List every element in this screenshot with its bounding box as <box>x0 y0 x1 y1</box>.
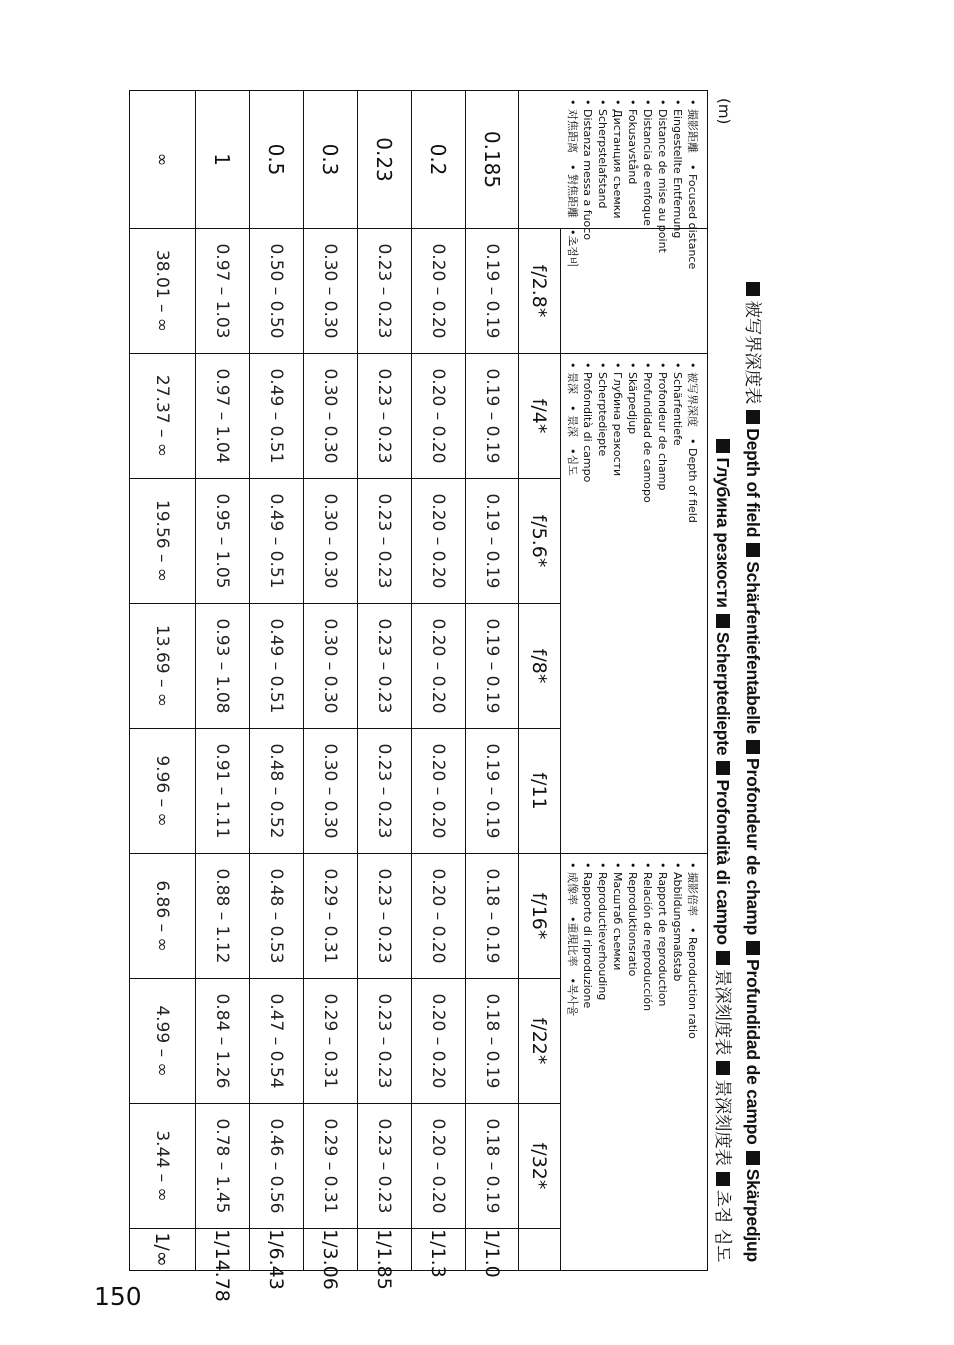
title-text: Depth of field <box>743 428 763 538</box>
table-row <box>130 91 196 1271</box>
title-item <box>743 740 763 935</box>
depth-of-field-cell: 0.23 – 0.23 <box>358 1104 412 1229</box>
title-item <box>713 1061 733 1166</box>
depth-of-field-cell: 0.20 – 0.20 <box>412 229 466 354</box>
depth-of-field-cell: 0.20 – 0.20 <box>412 604 466 729</box>
square-bullet-icon <box>716 614 730 628</box>
legend-line: • Profondeur de champ <box>656 362 669 491</box>
depth-of-field-cell: 0.97 – 1.03 <box>196 229 250 354</box>
aperture-header: f/2.8* <box>519 229 561 354</box>
title-line-2 <box>711 433 736 1262</box>
depth-of-field-cell: 0.20 – 0.20 <box>412 479 466 604</box>
title-text: Scherptediepte <box>713 631 733 756</box>
depth-of-field-cell: 0.18 – 0.19 <box>466 1104 519 1229</box>
aperture-header: f/4* <box>519 354 561 479</box>
depth-of-field-cell: 0.18 – 0.19 <box>466 854 519 979</box>
depth-of-field-cell: 0.78 – 1.45 <box>196 1104 250 1229</box>
depth-of-field-cell: 3.44 – ∞ <box>130 1104 196 1229</box>
depth-of-field-cell: 27.37 – ∞ <box>130 354 196 479</box>
title-text: Skärpedjup <box>743 1168 763 1262</box>
depth-of-field-cell: 0.88 – 1.12 <box>196 854 250 979</box>
square-bullet-icon <box>716 1172 730 1186</box>
legend-line: • 成像率 •重現比率 •복사율 <box>566 862 579 1016</box>
title-text: 景深刻度表 <box>712 1079 732 1166</box>
depth-of-field-cell: 0.20 – 0.20 <box>412 1104 466 1229</box>
legend-line: • Relación de reproducción <box>641 862 654 1012</box>
square-bullet-icon <box>716 439 730 453</box>
depth-of-field-cell: 0.23 – 0.23 <box>358 729 412 854</box>
legend-line: • 被写界深度 • Depth of field <box>686 362 699 523</box>
title-item <box>713 951 733 1056</box>
title-text: 被写界深度表 <box>742 300 762 405</box>
depth-of-field-cell: 0.23 – 0.23 <box>358 229 412 354</box>
title-text: Schärfentiefentabelle <box>743 561 763 735</box>
reproduction-ratio-cell: 1/6.43 <box>250 1229 304 1271</box>
depth-of-field-cell: 19.56 – ∞ <box>130 479 196 604</box>
reproduction-ratio-cell: 1/∞ <box>130 1229 196 1271</box>
legend-line: • Scherptediepte <box>596 362 609 457</box>
depth-of-field-cell: 0.23 – 0.23 <box>358 479 412 604</box>
title-text: Profundidad de campo <box>743 959 763 1145</box>
title-text: 景深刻度表 <box>712 968 732 1056</box>
legend-line: • Fokusavstånd <box>626 99 639 185</box>
title-item <box>743 941 763 1145</box>
title-item <box>743 1151 763 1262</box>
title-item <box>713 439 733 607</box>
depth-of-field-cell: 0.84 – 1.26 <box>196 979 250 1104</box>
reproduction-ratio-legend <box>561 854 708 1271</box>
focused-distance-cell: 0.3 <box>304 91 358 229</box>
title-text: Глубина резкости <box>713 457 733 608</box>
aperture-header: f/5.6* <box>519 479 561 604</box>
title-item <box>713 614 733 756</box>
legend-line: • Profundidad de camopo <box>641 362 654 503</box>
title-text: Profondeur de champ <box>743 758 763 936</box>
square-bullet-icon <box>746 282 760 296</box>
legend-line: • Глубина резкости <box>611 362 624 477</box>
table-row <box>196 91 250 1271</box>
depth-of-field-cell: 13.69 – ∞ <box>130 604 196 729</box>
depth-of-field-legend <box>561 354 708 854</box>
depth-of-field-table <box>129 90 708 1302</box>
depth-of-field-cell: 0.49 – 0.51 <box>250 604 304 729</box>
title-block <box>710 90 845 1270</box>
depth-of-field-cell: 0.48 – 0.52 <box>250 729 304 854</box>
depth-of-field-cell: 0.49 – 0.51 <box>250 354 304 479</box>
depth-of-field-cell: 0.50 – 0.50 <box>250 229 304 354</box>
depth-of-field-cell: 0.19 – 0.19 <box>466 354 519 479</box>
legend-line: • Масштаб съемки <box>611 862 624 971</box>
depth-of-field-cell: 0.95 – 1.05 <box>196 479 250 604</box>
depth-of-field-cell: 4.99 – ∞ <box>130 979 196 1104</box>
title-item <box>743 282 763 404</box>
square-bullet-icon <box>716 761 730 775</box>
square-bullet-icon <box>746 941 760 955</box>
depth-of-field-cell: 0.23 – 0.23 <box>358 979 412 1104</box>
legend-line: • Eingestellte Entfernung <box>671 99 684 239</box>
depth-of-field-cell: 0.48 – 0.53 <box>250 854 304 979</box>
blank-header-cell <box>519 1229 561 1271</box>
focused-distance-cell: 0.2 <box>412 91 466 229</box>
depth-of-field-cell: 0.20 – 0.20 <box>412 729 466 854</box>
depth-of-field-cell: 0.91 – 1.11 <box>196 729 250 854</box>
title-item <box>743 410 763 537</box>
legend-line: • 撮影距離 • Focused distance <box>686 99 699 270</box>
unit-label: (m) <box>715 98 733 125</box>
legend-line: • Rapporto di riproduzione <box>581 862 594 1009</box>
focused-distance-cell: 0.23 <box>358 91 412 229</box>
depth-of-field-cell: 0.29 – 0.31 <box>304 979 358 1104</box>
depth-of-field-cell: 0.20 – 0.20 <box>412 979 466 1104</box>
legend-line: • Scherpstelafstand <box>596 99 609 209</box>
reproduction-ratio-cell: 1/1.3 <box>412 1229 466 1271</box>
title-item <box>713 761 733 944</box>
depth-of-field-cell: 0.29 – 0.31 <box>304 854 358 979</box>
focused-distance-cell: ∞ <box>130 91 196 229</box>
focused-distance-cell: 1 <box>196 91 250 229</box>
depth-of-field-cell: 0.30 – 0.30 <box>304 729 358 854</box>
depth-of-field-cell: 0.19 – 0.19 <box>466 729 519 854</box>
square-bullet-icon <box>716 1061 730 1075</box>
aperture-header: f/22* <box>519 979 561 1104</box>
title-item <box>743 543 763 734</box>
focused-distance-cell: 0.185 <box>466 91 519 229</box>
legend-line: • 景深 • 景深 •심도 <box>566 362 579 476</box>
title-text: Profondità di campo <box>713 779 733 945</box>
depth-of-field-cell: 0.23 – 0.23 <box>358 604 412 729</box>
depth-of-field-cell: 9.96 – ∞ <box>130 729 196 854</box>
legend-line: • Reproduktionsratio <box>626 862 639 977</box>
legend-line: • Reproductieverhouding <box>596 862 609 1001</box>
depth-of-field-cell: 0.19 – 0.19 <box>466 229 519 354</box>
focused-distance-cell: 0.5 <box>250 91 304 229</box>
title-item <box>713 1172 733 1262</box>
legend-line: • Skärpedjup <box>626 362 639 435</box>
square-bullet-icon <box>746 410 760 424</box>
depth-of-field-cell: 0.19 – 0.19 <box>466 479 519 604</box>
legend-line: • Profondità di campo <box>581 362 594 483</box>
legend-line: • Rapport de reproduction <box>656 862 669 1007</box>
reproduction-ratio-cell: 1/1.85 <box>358 1229 412 1271</box>
aperture-header: f/8* <box>519 604 561 729</box>
depth-of-field-cell: 0.20 – 0.20 <box>412 354 466 479</box>
legend-line: • Distanza messa a fuoco <box>581 99 594 241</box>
depth-of-field-cell: 0.18 – 0.19 <box>466 979 519 1104</box>
depth-of-field-cell: 0.47 – 0.54 <box>250 979 304 1104</box>
depth-of-field-cell: 0.20 – 0.20 <box>412 854 466 979</box>
depth-of-field-cell: 0.49 – 0.51 <box>250 479 304 604</box>
legend-line: • Schärfentiefe <box>671 362 684 446</box>
depth-of-field-cell: 0.19 – 0.19 <box>466 604 519 729</box>
reproduction-ratio-cell: 1/3.06 <box>304 1229 358 1271</box>
reproduction-ratio-cell: 1/1.0 <box>466 1229 519 1271</box>
legend-line: • 撮影倍率 • Reproduction ratio <box>686 862 699 1039</box>
depth-of-field-sheet <box>145 90 845 1302</box>
aperture-header: f/16* <box>519 854 561 979</box>
legend-line: • 对焦距离 • 對焦距離 •초점비 <box>566 99 579 268</box>
depth-of-field-cell: 0.29 – 0.31 <box>304 1104 358 1229</box>
legend-line: • Distancia de enfoque <box>641 99 654 226</box>
depth-of-field-cell: 0.23 – 0.23 <box>358 854 412 979</box>
legend-line: • Abbildungsmaßstab <box>671 862 684 982</box>
aperture-header: f/32* <box>519 1104 561 1229</box>
depth-of-field-cell: 0.93 – 1.08 <box>196 604 250 729</box>
depth-of-field-cell: 0.30 – 0.30 <box>304 354 358 479</box>
depth-of-field-cell: 6.86 – ∞ <box>130 854 196 979</box>
table-row <box>412 91 466 1271</box>
page-number: 150 <box>94 1282 142 1311</box>
reproduction-ratio-cell: 1/14.78 <box>196 1229 250 1271</box>
focused-distance-legend <box>519 91 708 270</box>
legend-line: • Distance de mise au point <box>656 99 669 253</box>
legend-line: • Дистанция съемки <box>611 99 624 219</box>
depth-of-field-cell: 38.01 – ∞ <box>130 229 196 354</box>
square-bullet-icon <box>746 543 760 557</box>
depth-of-field-cell: 0.30 – 0.30 <box>304 229 358 354</box>
table-row <box>358 91 412 1271</box>
aperture-header: f/11 <box>519 729 561 854</box>
table-row <box>466 91 519 1271</box>
depth-of-field-cell: 0.23 – 0.23 <box>358 354 412 479</box>
depth-of-field-cell: 0.30 – 0.30 <box>304 479 358 604</box>
square-bullet-icon <box>746 740 760 754</box>
square-bullet-icon <box>746 1151 760 1165</box>
table-row <box>304 91 358 1271</box>
square-bullet-icon <box>716 951 730 965</box>
depth-of-field-cell: 0.46 – 0.56 <box>250 1104 304 1229</box>
title-text: 초점 심도 <box>712 1189 732 1262</box>
depth-of-field-cell: 0.97 – 1.04 <box>196 354 250 479</box>
title-line-1 <box>741 276 766 1262</box>
table-row <box>250 91 304 1271</box>
depth-of-field-cell: 0.30 – 0.30 <box>304 604 358 729</box>
